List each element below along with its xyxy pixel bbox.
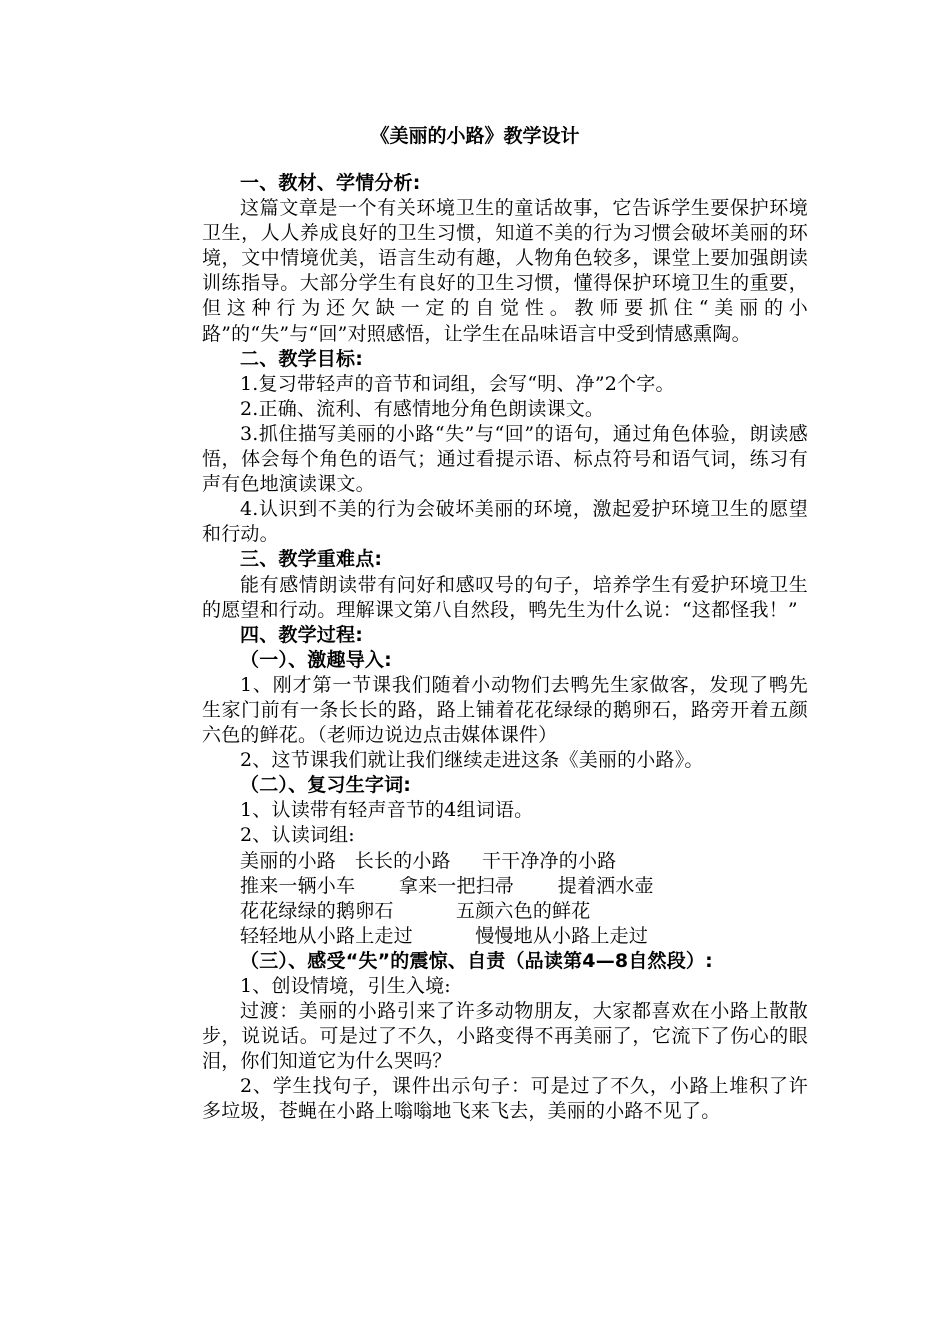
word-phrase: 慢慢地从小路上走过 <box>475 924 649 947</box>
subsection-heading-loss: （三）、感受“失”的震惊、自责（品读第4—8自然段）: <box>240 949 713 972</box>
intro-item: 1、刚才第一节课我们随着小动物们去鸭先生家做客，发现了鸭先生家门前有一条长长的路，路上铺着花花绿绿的鹅卵石，路旁开着五颜六色的鲜花。（老师边说边点击媒体课件） <box>202 673 808 747</box>
word-row <box>202 899 808 924</box>
word-phrase: 提着洒水壶 <box>557 874 654 897</box>
section-heading-analysis: 一、教材、学情分析: <box>240 172 421 194</box>
word-phrase: 干干净净的小路 <box>481 849 617 872</box>
section-heading-process: 四、教学过程: <box>240 623 363 646</box>
key-points-paragraph: 能有感情朗读带有问好和感叹号的句子，培养学生有爱护环境卫生的愿望和行动。理解课文第八自然段，鸭先生为什么说：“这都怪我！” <box>202 573 808 621</box>
goal-item: 1.复习带轻声的音节和词组，会写“明、净”2个字。 <box>240 372 675 395</box>
word-phrase: 五颜六色的鲜花 <box>456 899 591 922</box>
goal-item: 3.抓住描写美丽的小路“失”与“回”的语句，通过角色体验，朗读感悟，体会每个角色的语气；通过看提示语、标点符号和语气词，练习有声有色地演读课文。 <box>202 422 808 496</box>
loss-item: 2、学生找句子，课件出示句子：可是过了不久，小路上堆积了许多垃圾，苍蝇在小路上嗡嗡地飞来飞去，美丽的小路不见了。 <box>202 1075 808 1123</box>
document-body <box>202 171 808 1125</box>
word-phrase: 美丽的小路 <box>240 849 337 872</box>
word-phrase: 花花绿绿的鹅卵石 <box>240 899 394 922</box>
subsection-heading-review: （二）、复习生字词: <box>240 774 412 797</box>
loss-item: 1、创设情境，引生入境: <box>240 975 451 997</box>
word-row <box>202 924 808 949</box>
goal-item: 2.正确、流利、有感情地分角色朗读课文。 <box>240 397 605 420</box>
word-phrase: 推来一辆小车 <box>240 874 356 897</box>
subsection-heading-intro: （一）、激趣导入: <box>240 648 392 671</box>
word-row <box>202 874 808 899</box>
section-heading-goals: 二、教学目标: <box>240 347 363 370</box>
goal-item: 4.认识到不美的行为会破坏美丽的环境，激起爱护环境卫生的愿望和行动。 <box>202 498 808 546</box>
review-item: 2、认读词组: <box>240 824 355 847</box>
word-phrase: 轻轻地从小路上走过 <box>240 924 413 947</box>
word-row <box>202 849 808 874</box>
intro-item: 2、这节课我们就让我们继续走进这条《美丽的小路》。 <box>240 749 704 772</box>
loss-item: 过渡：美丽的小路引来了许多动物朋友，大家都喜欢在小路上散散步，说说话。可是过了不久，小路变得不再美丽了，它流下了伤心的眼泪，你们知道它为什么哭吗？ <box>202 1000 808 1073</box>
analysis-paragraph: 这篇文章是一个有关环境卫生的童话故事，它告诉学生要保护环境卫生，人人养成良好的卫生习惯，知道不美的行为习惯会破坏美丽的环境，文中情境优美，语言生动有趣，人物角色较多，课堂上要加强朗读训练指导。大部分学生有良好的卫生习惯，懂得保护环境卫生的重要，但这种行为还欠缺一定的自觉性。教师要抓住“美丽的小路”的“失”与“回”对照感悟，让学生在品味语言中受到情感熏陶。 <box>202 197 808 345</box>
word-phrase: 拿来一把扫帚 <box>398 874 515 897</box>
review-item: 1、认读带有轻声音节的4组词语。 <box>240 799 534 822</box>
document-title: 《美丽的小路》教学设计 <box>370 125 580 147</box>
word-phrase: 长长的小路 <box>354 849 451 872</box>
section-heading-key-points: 三、教学重难点: <box>240 548 383 571</box>
